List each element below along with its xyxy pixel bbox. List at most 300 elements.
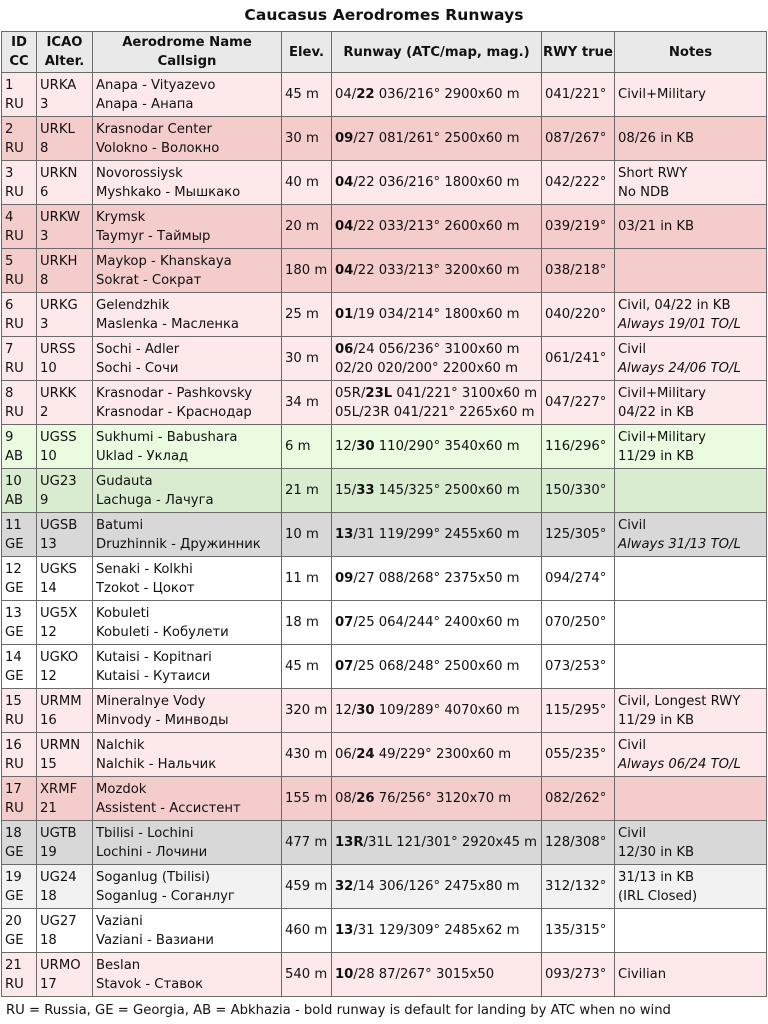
- cell-name: [93, 513, 282, 557]
- cell-id: [2, 425, 37, 469]
- row-aerodrome-name: Tbilisi - Lochini: [96, 825, 194, 841]
- runway-line: [335, 217, 541, 236]
- row-id: 15: [5, 693, 22, 709]
- row-icao: URMN: [40, 737, 81, 753]
- runway-line: [335, 965, 541, 984]
- cell-name: [93, 337, 282, 381]
- row-id: 9: [5, 429, 14, 445]
- cell-name: [93, 733, 282, 777]
- table-row: [2, 117, 767, 161]
- row-rwy-true: 055/235°: [542, 733, 615, 777]
- runway-line: [335, 877, 541, 896]
- row-icao: UGKO: [40, 649, 79, 665]
- row-alter: 12: [40, 668, 57, 684]
- row-country-code: GE: [5, 668, 24, 684]
- row-elevation: 45 m: [282, 645, 332, 689]
- row-country-code: RU: [5, 360, 24, 376]
- row-icao: URKN: [40, 165, 78, 181]
- cell-icao: [37, 557, 93, 601]
- row-icao: URKG: [40, 297, 78, 313]
- cell-runway: [332, 73, 542, 117]
- cell-id: [2, 161, 37, 205]
- table-row: [2, 777, 767, 821]
- runway-line: [335, 921, 541, 940]
- row-alter: 15: [40, 756, 57, 772]
- row-icao: URKH: [40, 253, 78, 269]
- cell-id: [2, 557, 37, 601]
- row-rwy-true: 082/262°: [542, 777, 615, 821]
- row-aerodrome-name: Mozdok: [96, 781, 147, 797]
- cell-runway: [332, 381, 542, 425]
- row-icao: URMO: [40, 957, 81, 973]
- row-note: 03/21 in KB: [618, 219, 695, 234]
- runway-default-end: 32: [335, 879, 354, 894]
- row-elevation: 30 m: [282, 117, 332, 161]
- runway-text: 036/216° 2900x60 m: [374, 87, 520, 102]
- cell-name: [93, 557, 282, 601]
- cell-name: [93, 777, 282, 821]
- row-id: 12: [5, 561, 22, 577]
- table-row: [2, 821, 767, 865]
- cell-name: [93, 205, 282, 249]
- row-elevation: 155 m: [282, 777, 332, 821]
- row-note: 31/13 in KB: [618, 869, 695, 885]
- row-note: Civil: [618, 825, 647, 841]
- row-callsign: Taymyr - Таймыр: [96, 228, 211, 244]
- row-note: Civil: [618, 341, 647, 357]
- cell-runway: [332, 293, 542, 337]
- runway-text: /24 056/236° 3100x60 m: [353, 341, 520, 357]
- header-row: [2, 32, 767, 73]
- row-aerodrome-name: Batumi: [96, 517, 144, 533]
- row-country-code: GE: [5, 844, 24, 860]
- row-icao: UGKS: [40, 561, 77, 577]
- row-id: 21: [5, 957, 22, 973]
- row-rwy-true: 125/305°: [542, 513, 615, 557]
- runway-default-end: 13: [335, 923, 354, 938]
- runway-default-end: 30: [356, 703, 375, 718]
- runway-line: [335, 745, 541, 764]
- row-rwy-true: 093/273°: [542, 953, 615, 997]
- cell-id: [2, 249, 37, 293]
- cell-runway: [332, 205, 542, 249]
- row-country-code: AB: [5, 448, 24, 464]
- row-country-code: GE: [5, 932, 24, 948]
- cell-runway: [332, 249, 542, 293]
- runway-text: /14 306/126° 2475x80 m: [353, 879, 520, 894]
- table-row: [2, 73, 767, 117]
- runway-text: 06/: [335, 747, 357, 762]
- cell-notes: [615, 645, 767, 689]
- table-row: [2, 469, 767, 513]
- row-icao: UG27: [40, 913, 77, 929]
- cell-runway: [332, 337, 542, 381]
- row-icao: UG23: [40, 473, 77, 489]
- row-callsign: Kobuleti - Кобулети: [96, 624, 229, 640]
- row-id: 2: [5, 121, 14, 137]
- row-callsign: Sochi - Сочи: [96, 360, 179, 376]
- runway-text: 04/: [335, 87, 357, 102]
- cell-notes: [615, 73, 767, 117]
- runway-line: [335, 613, 541, 632]
- row-aerodrome-name: Beslan: [96, 957, 141, 973]
- runway-default-end: 30: [356, 439, 375, 454]
- runway-text: /31 129/309° 2485x62 m: [353, 923, 520, 938]
- row-note: 04/22 in KB: [618, 404, 695, 420]
- row-note: Civil+Military: [618, 429, 706, 445]
- row-elevation: 30 m: [282, 337, 332, 381]
- cell-notes: [615, 469, 767, 513]
- cell-id: [2, 777, 37, 821]
- row-callsign: Sokrat - Сократ: [96, 272, 202, 288]
- cell-id: [2, 205, 37, 249]
- cell-id: [2, 909, 37, 953]
- cell-name: [93, 821, 282, 865]
- row-aerodrome-name: Vaziani: [96, 913, 143, 929]
- row-elevation: 10 m: [282, 513, 332, 557]
- cell-runway: [332, 953, 542, 997]
- header-icao: ICAO Alter.: [37, 32, 93, 73]
- row-rwy-true: 047/227°: [542, 381, 615, 425]
- row-icao: UG5X: [40, 605, 78, 621]
- row-elevation: 460 m: [282, 909, 332, 953]
- table-row: [2, 557, 767, 601]
- row-elevation: 18 m: [282, 601, 332, 645]
- runway-line: [335, 359, 541, 378]
- row-alter: 12: [40, 624, 57, 640]
- runway-default-end: 33: [356, 483, 375, 498]
- runway-text: 02/20 020/200° 2200x60 m: [335, 360, 518, 376]
- row-callsign: Volokno - Волокно: [96, 140, 220, 156]
- table-row: [2, 689, 767, 733]
- row-rwy-true: 061/241°: [542, 337, 615, 381]
- runway-default-end: 23L: [365, 385, 393, 401]
- cell-id: [2, 293, 37, 337]
- row-callsign: Vaziani - Вазиани: [96, 932, 214, 948]
- row-note: Civil, Longest RWY: [618, 693, 741, 709]
- row-elevation: 21 m: [282, 469, 332, 513]
- row-country-code: RU: [5, 272, 24, 288]
- row-icao: URMM: [40, 693, 82, 709]
- cell-name: [93, 645, 282, 689]
- cell-id: [2, 469, 37, 513]
- row-elevation: 180 m: [282, 249, 332, 293]
- cell-notes: [615, 513, 767, 557]
- row-callsign: Myshkako - Мышкако: [96, 184, 241, 200]
- row-alter: 16: [40, 712, 57, 728]
- row-country-code: GE: [5, 888, 24, 904]
- row-elevation: 459 m: [282, 865, 332, 909]
- cell-icao: [37, 601, 93, 645]
- row-callsign: Minvody - Минводы: [96, 712, 229, 728]
- row-icao: URKL: [40, 121, 75, 137]
- runway-line: [335, 481, 541, 500]
- row-country-code: RU: [5, 228, 24, 244]
- cell-icao: [37, 381, 93, 425]
- row-rwy-true: 116/296°: [542, 425, 615, 469]
- row-alter: 3: [40, 96, 49, 112]
- runway-default-end: 13R: [335, 835, 364, 850]
- row-note: Short RWY: [618, 165, 688, 181]
- row-id: 6: [5, 297, 14, 313]
- cell-id: [2, 953, 37, 997]
- runway-text: /31 119/299° 2455x60 m: [353, 527, 520, 542]
- runway-text: /27 081/261° 2500x60 m: [353, 131, 520, 146]
- row-elevation: 40 m: [282, 161, 332, 205]
- row-rwy-true: 115/295°: [542, 689, 615, 733]
- row-note: Civil: [618, 737, 647, 753]
- cell-id: [2, 117, 37, 161]
- row-country-code: RU: [5, 184, 24, 200]
- row-icao: UGSB: [40, 517, 78, 533]
- cell-icao: [37, 513, 93, 557]
- row-id: 18: [5, 825, 22, 841]
- header-runway: Runway (ATC/map, mag.): [332, 32, 542, 73]
- runway-text: 76/256° 3120x70 m: [374, 791, 512, 806]
- cell-runway: [332, 161, 542, 205]
- row-aerodrome-name: Krasnodar Center: [96, 121, 212, 137]
- row-icao: XRMF: [40, 781, 78, 797]
- row-elevation: 430 m: [282, 733, 332, 777]
- row-callsign: Stavok - Ставок: [96, 976, 204, 992]
- row-alter: 3: [40, 316, 49, 332]
- row-note: 11/29 in KB: [618, 712, 695, 728]
- table-body: [2, 73, 767, 997]
- row-id: 8: [5, 385, 14, 401]
- header-rwy-true: RWY true: [542, 32, 615, 73]
- runway-default-end: 01: [335, 307, 354, 322]
- row-aerodrome-name: Gudauta: [96, 473, 153, 489]
- row-note: 08/26 in KB: [618, 131, 695, 146]
- row-rwy-true: 312/132°: [542, 865, 615, 909]
- runway-line: [335, 85, 541, 104]
- row-aerodrome-name: Gelendzhik: [96, 297, 170, 313]
- row-rwy-true: 070/250°: [542, 601, 615, 645]
- cell-runway: [332, 117, 542, 161]
- cell-notes: [615, 689, 767, 733]
- runway-line: [335, 569, 541, 588]
- row-callsign: Soganlug - Соганлуг: [96, 888, 235, 904]
- row-aerodrome-name: Sukhumi - Babushara: [96, 429, 238, 445]
- runway-text: /19 034/214° 1800x60 m: [353, 307, 520, 322]
- cell-icao: [37, 73, 93, 117]
- header-name: Aerodrome Name Callsign: [93, 32, 282, 73]
- row-alter: 13: [40, 536, 57, 552]
- row-aerodrome-name: Sochi - Adler: [96, 341, 180, 357]
- row-id: 17: [5, 781, 22, 797]
- cell-notes: [615, 205, 767, 249]
- runway-default-end: 09: [335, 571, 354, 586]
- row-rwy-true: 039/219°: [542, 205, 615, 249]
- row-callsign: Lochini - Лочини: [96, 844, 208, 860]
- runway-default-end: 06: [335, 341, 354, 357]
- cell-name: [93, 425, 282, 469]
- table-row: [2, 601, 767, 645]
- row-country-code: RU: [5, 316, 24, 332]
- legend-footer: RU = Russia, GE = Georgia, AB = Abkhazia - bold runway is default for landing by ATC when no wind: [6, 1003, 671, 1018]
- cell-runway: [332, 557, 542, 601]
- runway-text: 041/221° 3100x60 m: [392, 385, 538, 401]
- cell-id: [2, 645, 37, 689]
- cell-notes: [615, 777, 767, 821]
- row-alter: 17: [40, 976, 57, 992]
- cell-runway: [332, 777, 542, 821]
- row-rwy-true: 040/220°: [542, 293, 615, 337]
- row-note: Always 06/24 TO/L: [618, 756, 741, 772]
- row-note: Always 31/13 TO/L: [618, 536, 741, 552]
- row-note: (IRL Closed): [618, 888, 698, 904]
- cell-icao: [37, 469, 93, 513]
- row-country-code: RU: [5, 712, 24, 728]
- row-rwy-true: 094/274°: [542, 557, 615, 601]
- row-alter: 10: [40, 448, 57, 464]
- row-elevation: 34 m: [282, 381, 332, 425]
- cell-name: [93, 117, 282, 161]
- row-elevation: 540 m: [282, 953, 332, 997]
- row-rwy-true: 041/221°: [542, 73, 615, 117]
- cell-icao: [37, 205, 93, 249]
- row-rwy-true: 073/253°: [542, 645, 615, 689]
- row-callsign: Maslenka - Масленка: [96, 316, 240, 332]
- cell-id: [2, 865, 37, 909]
- runway-default-end: 07: [335, 659, 354, 674]
- runway-line: [335, 701, 541, 720]
- cell-icao: [37, 293, 93, 337]
- row-callsign: Lachuga - Лачуга: [96, 492, 214, 508]
- cell-notes: [615, 909, 767, 953]
- cell-notes: [615, 601, 767, 645]
- runway-text: /25 064/244° 2400x60 m: [353, 615, 520, 630]
- cell-runway: [332, 425, 542, 469]
- cell-notes: [615, 249, 767, 293]
- runway-line: [335, 657, 541, 676]
- row-country-code: RU: [5, 404, 24, 420]
- row-rwy-true: 042/222°: [542, 161, 615, 205]
- row-callsign: Assistent - Ассистент: [96, 800, 241, 816]
- runway-text: /27 088/268° 2375x50 m: [353, 571, 520, 586]
- cell-icao: [37, 953, 93, 997]
- row-icao: URSS: [40, 341, 76, 357]
- runway-text: /22 036/216° 1800x60 m: [353, 175, 520, 190]
- runway-text: 110/290° 3540x60 m: [374, 439, 520, 454]
- runway-default-end: 09: [335, 131, 354, 146]
- cell-id: [2, 73, 37, 117]
- row-note: Civil: [618, 517, 647, 533]
- runway-line: [335, 789, 541, 808]
- table-row: [2, 645, 767, 689]
- runway-line: [335, 261, 541, 280]
- page-title: Caucasus Aerodromes Runways: [244, 6, 524, 24]
- row-note: 12/30 in KB: [618, 844, 695, 860]
- row-id: 20: [5, 913, 22, 929]
- header-notes: Notes: [615, 32, 767, 73]
- row-id: 13: [5, 605, 22, 621]
- header-id: ID CC: [2, 32, 37, 73]
- runway-line: [335, 129, 541, 148]
- table-row: [2, 953, 767, 997]
- header-elev: Elev.: [282, 32, 332, 73]
- cell-name: [93, 293, 282, 337]
- table-row: [2, 865, 767, 909]
- runway-text: /22 033/213° 2600x60 m: [353, 219, 520, 234]
- row-callsign: Nalchik - Нальчик: [96, 756, 217, 772]
- cell-name: [93, 909, 282, 953]
- row-elevation: 20 m: [282, 205, 332, 249]
- cell-notes: [615, 381, 767, 425]
- row-alter: 8: [40, 272, 49, 288]
- cell-notes: [615, 337, 767, 381]
- row-id: 3: [5, 165, 14, 181]
- row-alter: 18: [40, 932, 57, 948]
- row-elevation: 25 m: [282, 293, 332, 337]
- runway-line: [335, 173, 541, 192]
- cell-icao: [37, 117, 93, 161]
- runway-default-end: 04: [335, 263, 354, 278]
- runway-default-end: 13: [335, 527, 354, 542]
- cell-id: [2, 601, 37, 645]
- row-alter: 8: [40, 140, 49, 156]
- row-aerodrome-name: Krymsk: [96, 209, 146, 225]
- row-callsign: Druzhinnik - Дружинник: [96, 536, 261, 552]
- cell-runway: [332, 601, 542, 645]
- row-icao: URKA: [40, 77, 77, 93]
- runway-default-end: 07: [335, 615, 354, 630]
- row-aerodrome-name: Krasnodar - Pashkovsky: [96, 385, 253, 401]
- row-country-code: RU: [5, 976, 24, 992]
- row-alter: 18: [40, 888, 57, 904]
- cell-name: [93, 469, 282, 513]
- runway-line: [335, 437, 541, 456]
- cell-icao: [37, 733, 93, 777]
- runway-default-end: 26: [356, 791, 375, 806]
- table-row: [2, 733, 767, 777]
- cell-icao: [37, 777, 93, 821]
- runway-line: [335, 340, 541, 359]
- runway-line: [335, 384, 541, 403]
- cell-runway: [332, 689, 542, 733]
- runway-default-end: 04: [335, 219, 354, 234]
- row-aerodrome-name: Soganlug (Tbilisi): [96, 869, 211, 885]
- row-country-code: RU: [5, 140, 24, 156]
- cell-name: [93, 161, 282, 205]
- row-rwy-true: 150/330°: [542, 469, 615, 513]
- row-aerodrome-name: Maykop - Khanskaya: [96, 253, 232, 269]
- cell-runway: [332, 865, 542, 909]
- runway-text: 12/: [335, 439, 357, 454]
- row-alter: 2: [40, 404, 49, 420]
- row-id: 19: [5, 869, 22, 885]
- cell-id: [2, 513, 37, 557]
- cell-runway: [332, 909, 542, 953]
- row-elevation: 45 m: [282, 73, 332, 117]
- cell-notes: [615, 953, 767, 997]
- row-country-code: RU: [5, 756, 24, 772]
- cell-icao: [37, 909, 93, 953]
- row-callsign: Anapa - Анапа: [96, 96, 194, 112]
- row-note: Always 19/01 TO/L: [618, 316, 741, 332]
- cell-icao: [37, 249, 93, 293]
- row-icao: UG24: [40, 869, 77, 885]
- row-id: 11: [5, 517, 22, 533]
- cell-id: [2, 381, 37, 425]
- cell-name: [93, 73, 282, 117]
- runway-text: 145/325° 2500x60 m: [374, 483, 520, 498]
- cell-name: [93, 689, 282, 733]
- row-aerodrome-name: Kutaisi - Kopitnari: [96, 649, 212, 665]
- row-aerodrome-name: Nalchik: [96, 737, 145, 753]
- row-alter: 19: [40, 844, 57, 860]
- runway-default-end: 04: [335, 175, 354, 190]
